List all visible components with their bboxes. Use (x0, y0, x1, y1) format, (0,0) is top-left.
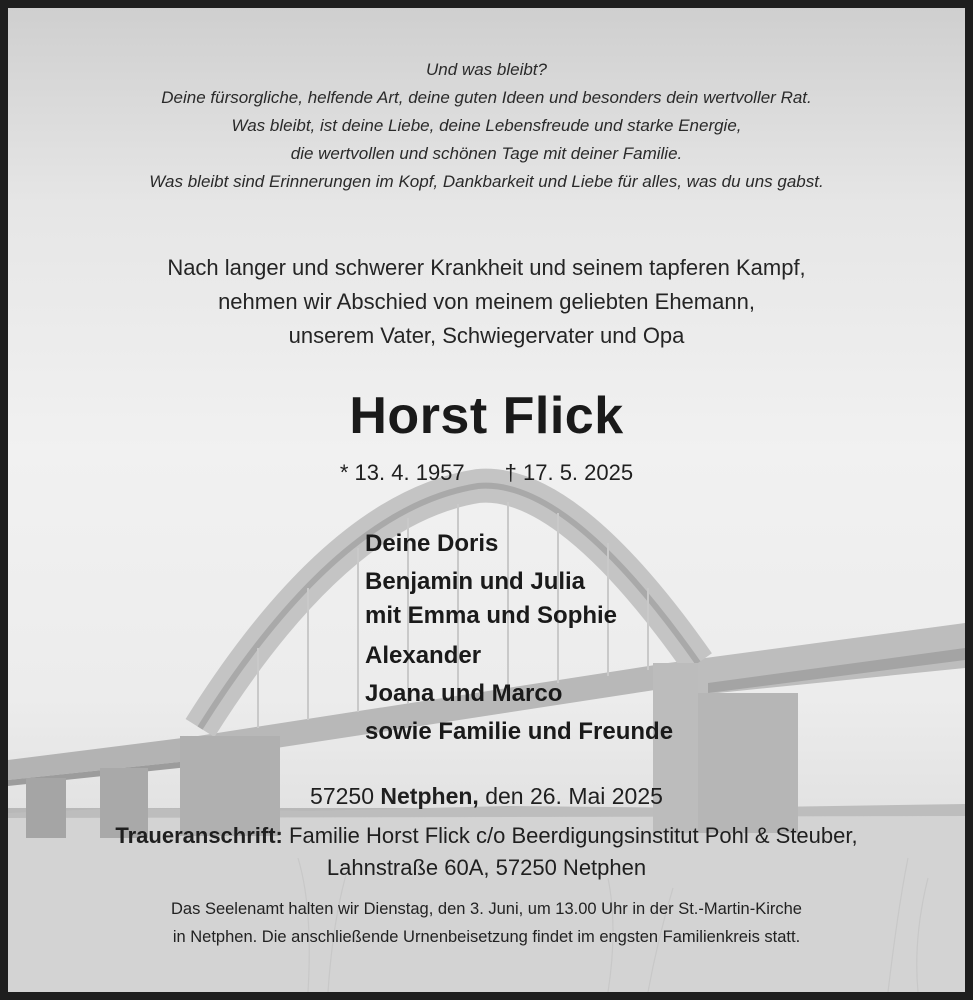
service-notice (8, 895, 965, 951)
address-line2: Lahnstraße 60A, 57250 Netphen (326, 855, 647, 880)
deceased-name: Horst Flick (349, 387, 624, 445)
poem-line: die wertvollen und schönen Tage mit deiner Familie. (290, 144, 683, 163)
mourner-entry: Joana und Marco (365, 680, 563, 707)
notice-line: Das Seelenamt halten wir Dienstag, den 3. Juni, um 13.00 Uhr in der St.-Martin-Kirche (171, 900, 802, 918)
place-and-date (8, 783, 965, 810)
intro-line: Nach langer und schwerer Krankheit und seinem tapferen Kampf, (167, 255, 806, 280)
town: Netphen, (380, 783, 479, 809)
address-label: Traueranschrift: (115, 823, 283, 848)
mourners-list (365, 525, 673, 751)
intro-line: nehmen wir Abschied von meinem geliebten Ehemann, (218, 289, 755, 314)
birth-date: * 13. 4. 1957 (339, 460, 465, 485)
obituary-content (8, 8, 965, 992)
mourner-entry: Alexander (365, 642, 482, 669)
poem-line: Deine fürsorgliche, helfende Art, deine guten Ideen und besonders dein wertvoller Rat. (161, 88, 812, 107)
mourner-entry: Benjamin und Julia (365, 568, 586, 595)
address-line1: Familie Horst Flick c/o Beerdigungsinstitut Pohl & Steuber, (289, 823, 858, 848)
zip-code: 57250 (310, 783, 375, 809)
intro-line: unserem Vater, Schwiegervater und Opa (288, 323, 685, 348)
mourner-entry: Deine Doris (365, 530, 499, 557)
obituary-card (8, 8, 965, 992)
life-dates (8, 460, 965, 486)
notice-line: in Netphen. Die anschließende Urnenbeisetzung findet im engsten Familienkreis statt. (172, 928, 801, 946)
mourner-entry: mit Emma und Sophie (365, 602, 618, 629)
death-date: † 17. 5. 2025 (504, 460, 634, 485)
date: den 26. Mai 2025 (485, 783, 663, 809)
poem-line: Und was bleibt? (426, 60, 547, 79)
intro-text (8, 251, 965, 353)
poem-line: Was bleibt sind Erinnerungen im Kopf, Dankbarkeit und Liebe für alles, was du uns gabst. (149, 172, 824, 191)
poem-line: Was bleibt, ist deine Liebe, deine Lebensfreude und starke Energie, (231, 116, 742, 135)
mourning-address (8, 820, 965, 884)
mourner-entry: sowie Familie und Freunde (365, 718, 674, 745)
poem (8, 56, 965, 196)
